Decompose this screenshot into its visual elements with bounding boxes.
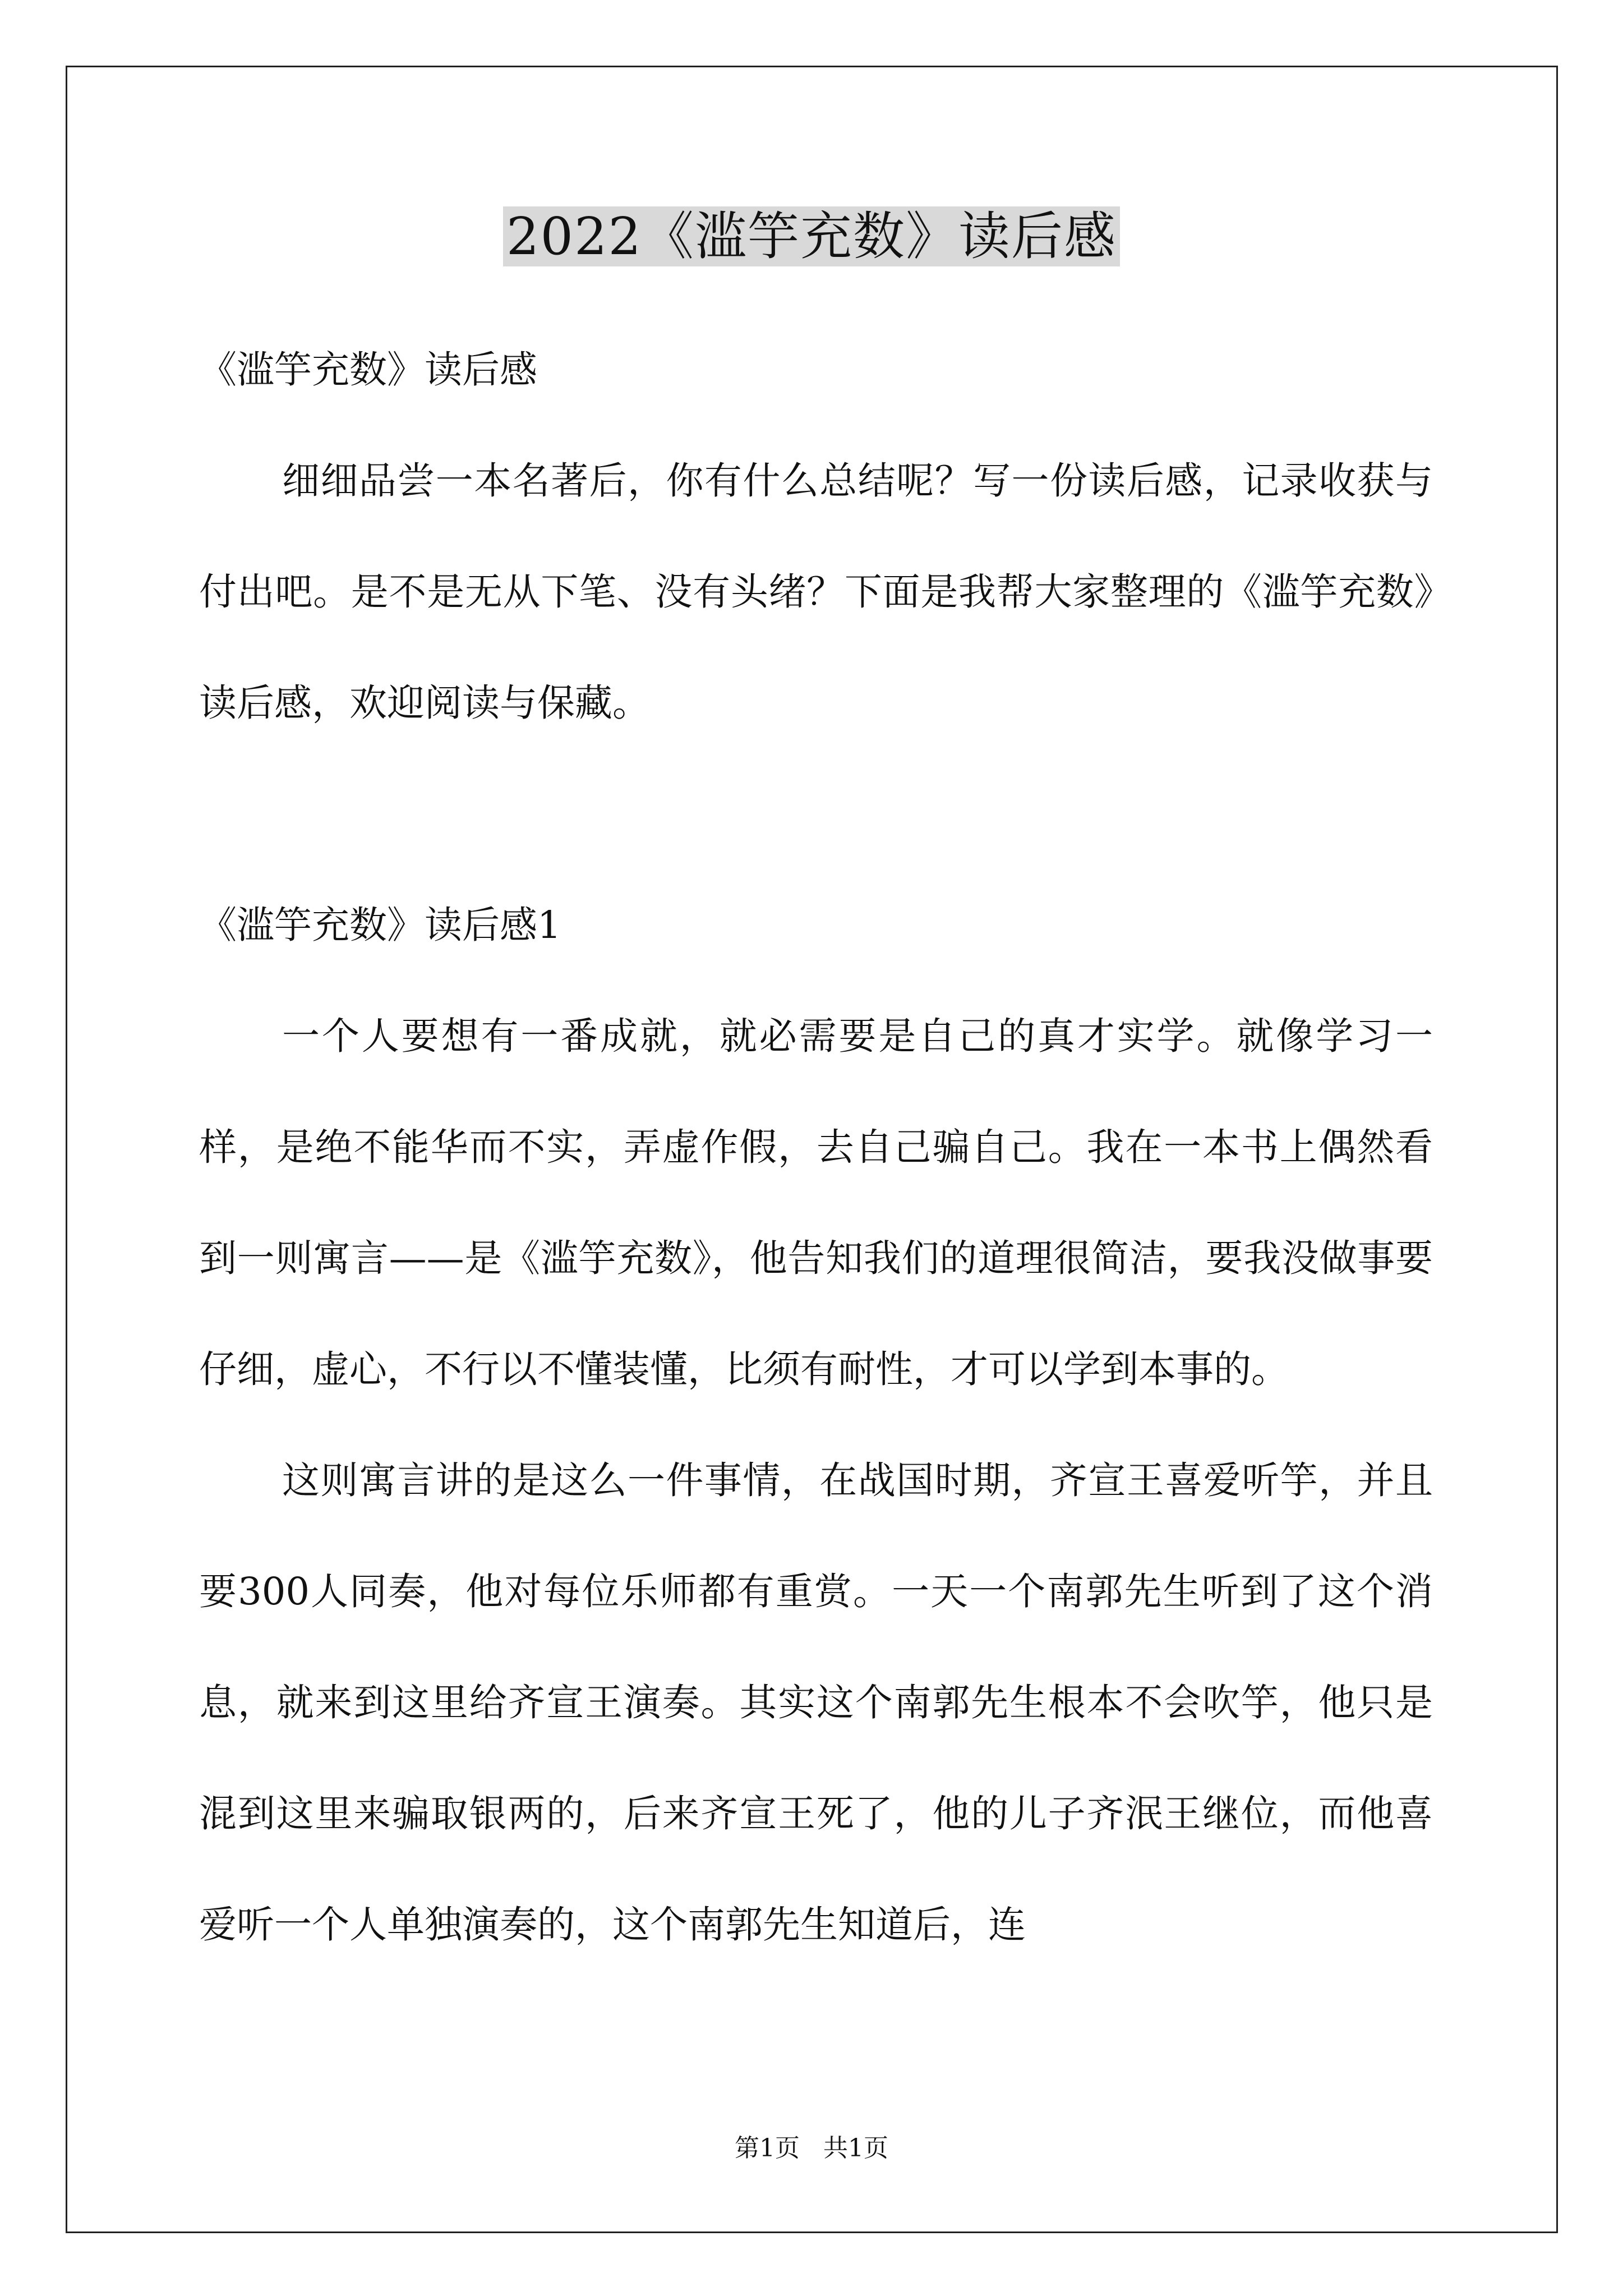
body-paragraph-2: 这则寓言讲的是这么一件事情，在战国时期，齐宣王喜爱听竽，并且要300人同奏，他对每位乐师都有重赏。一天一个南郭先生听到了这个消息，就来到这里给齐宣王演奏。其实这个南郭先生根本不会吹竽，他只是混到这里来骗取银两的，后来齐宣王死了，他的儿子齐泯王继位，而他喜爱听一个人单独演奏的，这个南郭先生知道后，连 <box>199 1458 1433 1947</box>
document-title <box>0 197 1623 276</box>
subtitle: 《滥竽充数》读后感 <box>199 348 537 392</box>
section-heading: 《滥竽充数》读后感1 <box>199 903 561 947</box>
document-title-text: 2022《滥竽充数》读后感 <box>503 206 1120 266</box>
page-total: 共1页 <box>823 2134 888 2162</box>
page-footer <box>0 2132 1623 2165</box>
intro-paragraph: 细细品尝一本名著后，你有什么总结呢？写一份读后感，记录收获与付出吧。是不是无从下笔、没有头绪？下面是我帮大家整理的《滥竽充数》读后感，欢迎阅读与保藏。 <box>199 459 1433 725</box>
document-body <box>199 314 1433 1980</box>
body-paragraph-1: 一个人要想有一番成就，就必需要是自己的真才实学。就像学习一样，是绝不能华而不实，弄虚作假，去自己骗自己。我在一本书上偶然看到一则寓言——是《滥竽充数》，他告知我们的道理很简洁，要我没做事要仔细，虚心，不行以不懂装懂，比须有耐性，才可以学到本事的。 <box>199 1014 1433 1391</box>
paragraph-gap <box>199 758 1433 869</box>
page-number: 第1页 <box>735 2134 800 2162</box>
